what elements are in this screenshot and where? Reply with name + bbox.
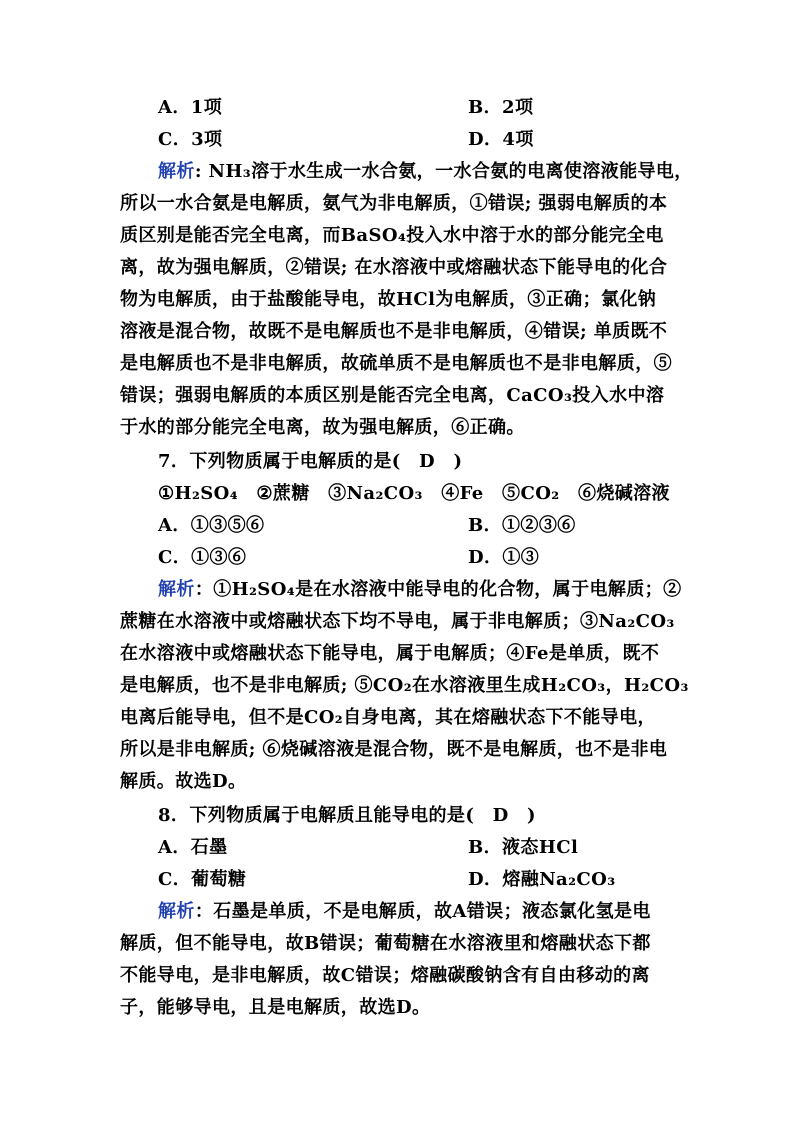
q8-option-d: D．熔融Na₂CO₃ <box>468 869 616 890</box>
q7-option-row-1 <box>158 510 718 542</box>
q8-option-row-1 <box>158 832 718 864</box>
q6-option-c: C．3项 <box>158 129 223 150</box>
q7-option-row-2 <box>158 542 718 574</box>
q7-analysis-line-3: 在水溶液中或熔融状态下能导电，属于电解质；④Fe是单质，既不 <box>120 643 660 664</box>
q6-analysis-label: 解析 <box>158 161 195 182</box>
q6-option-b: B．2项 <box>468 97 534 118</box>
q6-analysis-line-6: 溶液是混合物，故既不是电解质也不是非电解质，④错误; 单质既不 <box>120 321 668 342</box>
q8-analysis-label: 解析 <box>158 901 195 922</box>
q7-option-c: C．①③⑥ <box>158 547 247 568</box>
q8-option-a: A．石墨 <box>158 837 228 858</box>
q7-analysis-line-5: 电离后能导电，但不是CO₂自身电离，其在熔融状态下不能导电， <box>120 707 656 728</box>
q7-analysis-line-6: 所以是非电解质; ⑥烧碱溶液是混合物，既不是电解质，也不是非电 <box>120 739 668 760</box>
q7-analysis-line-2: 蔗糖在水溶液中或熔融状态下均不导电，属于非电解质；③Na₂CO₃ <box>120 611 675 632</box>
q7-option-d: D．①③ <box>468 547 540 568</box>
q6-analysis-line-7: 是电解质也不是非电解质，故硫单质不是电解质也不是非电解质，⑤ <box>120 353 672 374</box>
q7-analysis-line-1: 解析：①H₂SO₄是在水溶液中能导电的化合物，属于电解质；② <box>158 579 682 600</box>
q6-analysis-line-5: 物为电解质，由于盐酸能导电，故HCl为电解质，③正确；氯化钠 <box>120 289 657 310</box>
q7-items: ①H₂SO₄ ②蔗糖 ③Na₂CO₃ ④Fe ⑤CO₂ ⑥烧碱溶液 <box>158 483 670 504</box>
q7-analysis-line-4: 是电解质，也不是非电解质; ⑤CO₂在水溶液里生成H₂CO₃，H₂CO₃ <box>120 675 689 696</box>
q8-analysis-line-3: 不能导电，是非电解质，故C错误；熔融碳酸钠含有自由移动的离 <box>120 965 650 986</box>
q7-option-a: A．①③⑤⑥ <box>158 515 265 536</box>
q7-option-b: B．①②③⑥ <box>468 515 576 536</box>
q8-option-row-2 <box>158 864 718 896</box>
q6-option-d: D．4项 <box>468 129 534 150</box>
q6-analysis-line-3: 质区别是能否完全电离，而BaSO₄投入水中溶于水的部分能完全电 <box>120 225 664 246</box>
q6-analysis-line-9: 于水的部分能完全电离，故为强电解质，⑥正确。 <box>120 417 525 438</box>
q6-option-row-2 <box>158 124 718 156</box>
q7-analysis-label: 解析 <box>158 579 195 600</box>
q8-analysis-line-2: 解质，但不能导电，故B错误；葡萄糖在水溶液里和熔融状态下都 <box>120 933 651 954</box>
q6-analysis-line-1: 解析: NH₃溶于水生成一水合氨，一水合氨的电离使溶液能导电， <box>158 161 693 182</box>
q8-analysis-line-4: 子，能够导电，且是电解质，故选D。 <box>120 997 431 1018</box>
q8-option-c: C．葡萄糖 <box>158 869 247 890</box>
q7-stem: 7．下列物质属于电解质的是( D ) <box>158 451 463 472</box>
q6-analysis-line-4: 离，故为强电解质，②错误; 在水溶液中或熔融状态下能导电的化合 <box>120 257 668 278</box>
q6-option-a: A．1项 <box>158 97 223 118</box>
q8-option-b: B．液态HCl <box>468 837 579 858</box>
q8-stem: 8．下列物质属于电解质且能导电的是( D ) <box>158 805 536 826</box>
q7-analysis-line-7: 解质。故选D。 <box>120 771 247 792</box>
q6-analysis-line-8: 错误；强弱电解质的本质区别是能否完全电离，CaCO₃投入水中溶 <box>120 385 665 406</box>
q6-analysis-line-2: 所以一水合氨是电解质，氨气为非电解质，①错误; 强弱电解质的本 <box>120 193 668 214</box>
q8-analysis-line-1: 解析：石墨是单质，不是电解质，故A错误；液态氯化氢是电 <box>158 901 651 922</box>
q6-option-row-1 <box>158 92 718 124</box>
